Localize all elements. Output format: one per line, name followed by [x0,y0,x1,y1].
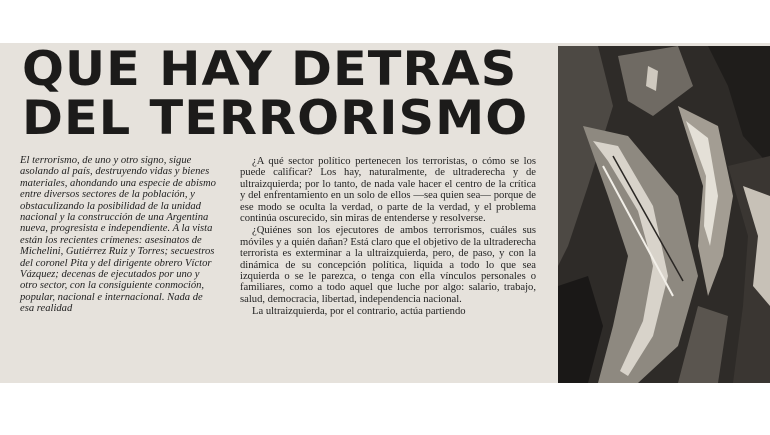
headline-line-2: DEL TERRORISMO [22,91,529,146]
headline [22,43,568,146]
body-paragraph-2: ¿Quiénes son los ejecutores de ambos terrorismos, cuáles sus móviles y a quién dañan? Está claro que el objetivo de la ultraderecha terrorista es exterminar a la ultraizquierda, pero, de paso, y con la dinámica de su concepción política, liquida a todo lo que sea izquierda o se le parezca, o tenga con ella vínculos personales o familiares, como a todo aquel que luche por algo: salario, trabajo, salud, democracia, libertad, independencia nacional. [240,225,536,305]
headline-line-1: QUE HAY DETRAS [22,43,518,97]
body-column [240,156,536,318]
intro-column [20,155,216,315]
newspaper-clipping [0,43,770,383]
wreckage-photo-image [558,46,770,383]
intro-paragraph: El terrorismo, de uno y otro signo, sigue asolando al país, destruyendo vidas y bienes materiales, ahondando una especie de abismo entre diversos sectores de la población, y obstaculizando la posibilidad de la unidad nacional y la construcción de una Argentina nueva, progresista e independiente. A la vista están los recientes crímenes: asesinatos de Michelini, Gutiérrez Ruiz y Torres; secuestros del coronel Pita y del dirigente obrero Víctor Vázquez; decenas de ejecutados por uno y otro sector, con la consiguiente conmoción, popular, nacional e internacional. Nada de esa realidad [20,155,216,315]
body-paragraph-1: ¿A qué sector político pertenecen los terroristas, o cómo se los puede calificar? Los hay, naturalmente, de ultraderecha y de ultraizquierda; por lo tanto, de nada vale hacer el centro de la crítica y del enfrentamiento en un solo de ellos —sea quien sea— porque de ese modo se oculta la verdad, o parte de la verdad, y el problema continúa oscurecido, sin miras de entenderse y resolverse. [240,156,536,225]
body-paragraph-3: La ultraizquierda, por el contrario, actúa partiendo [252,306,466,318]
wreckage-photo [558,46,770,383]
